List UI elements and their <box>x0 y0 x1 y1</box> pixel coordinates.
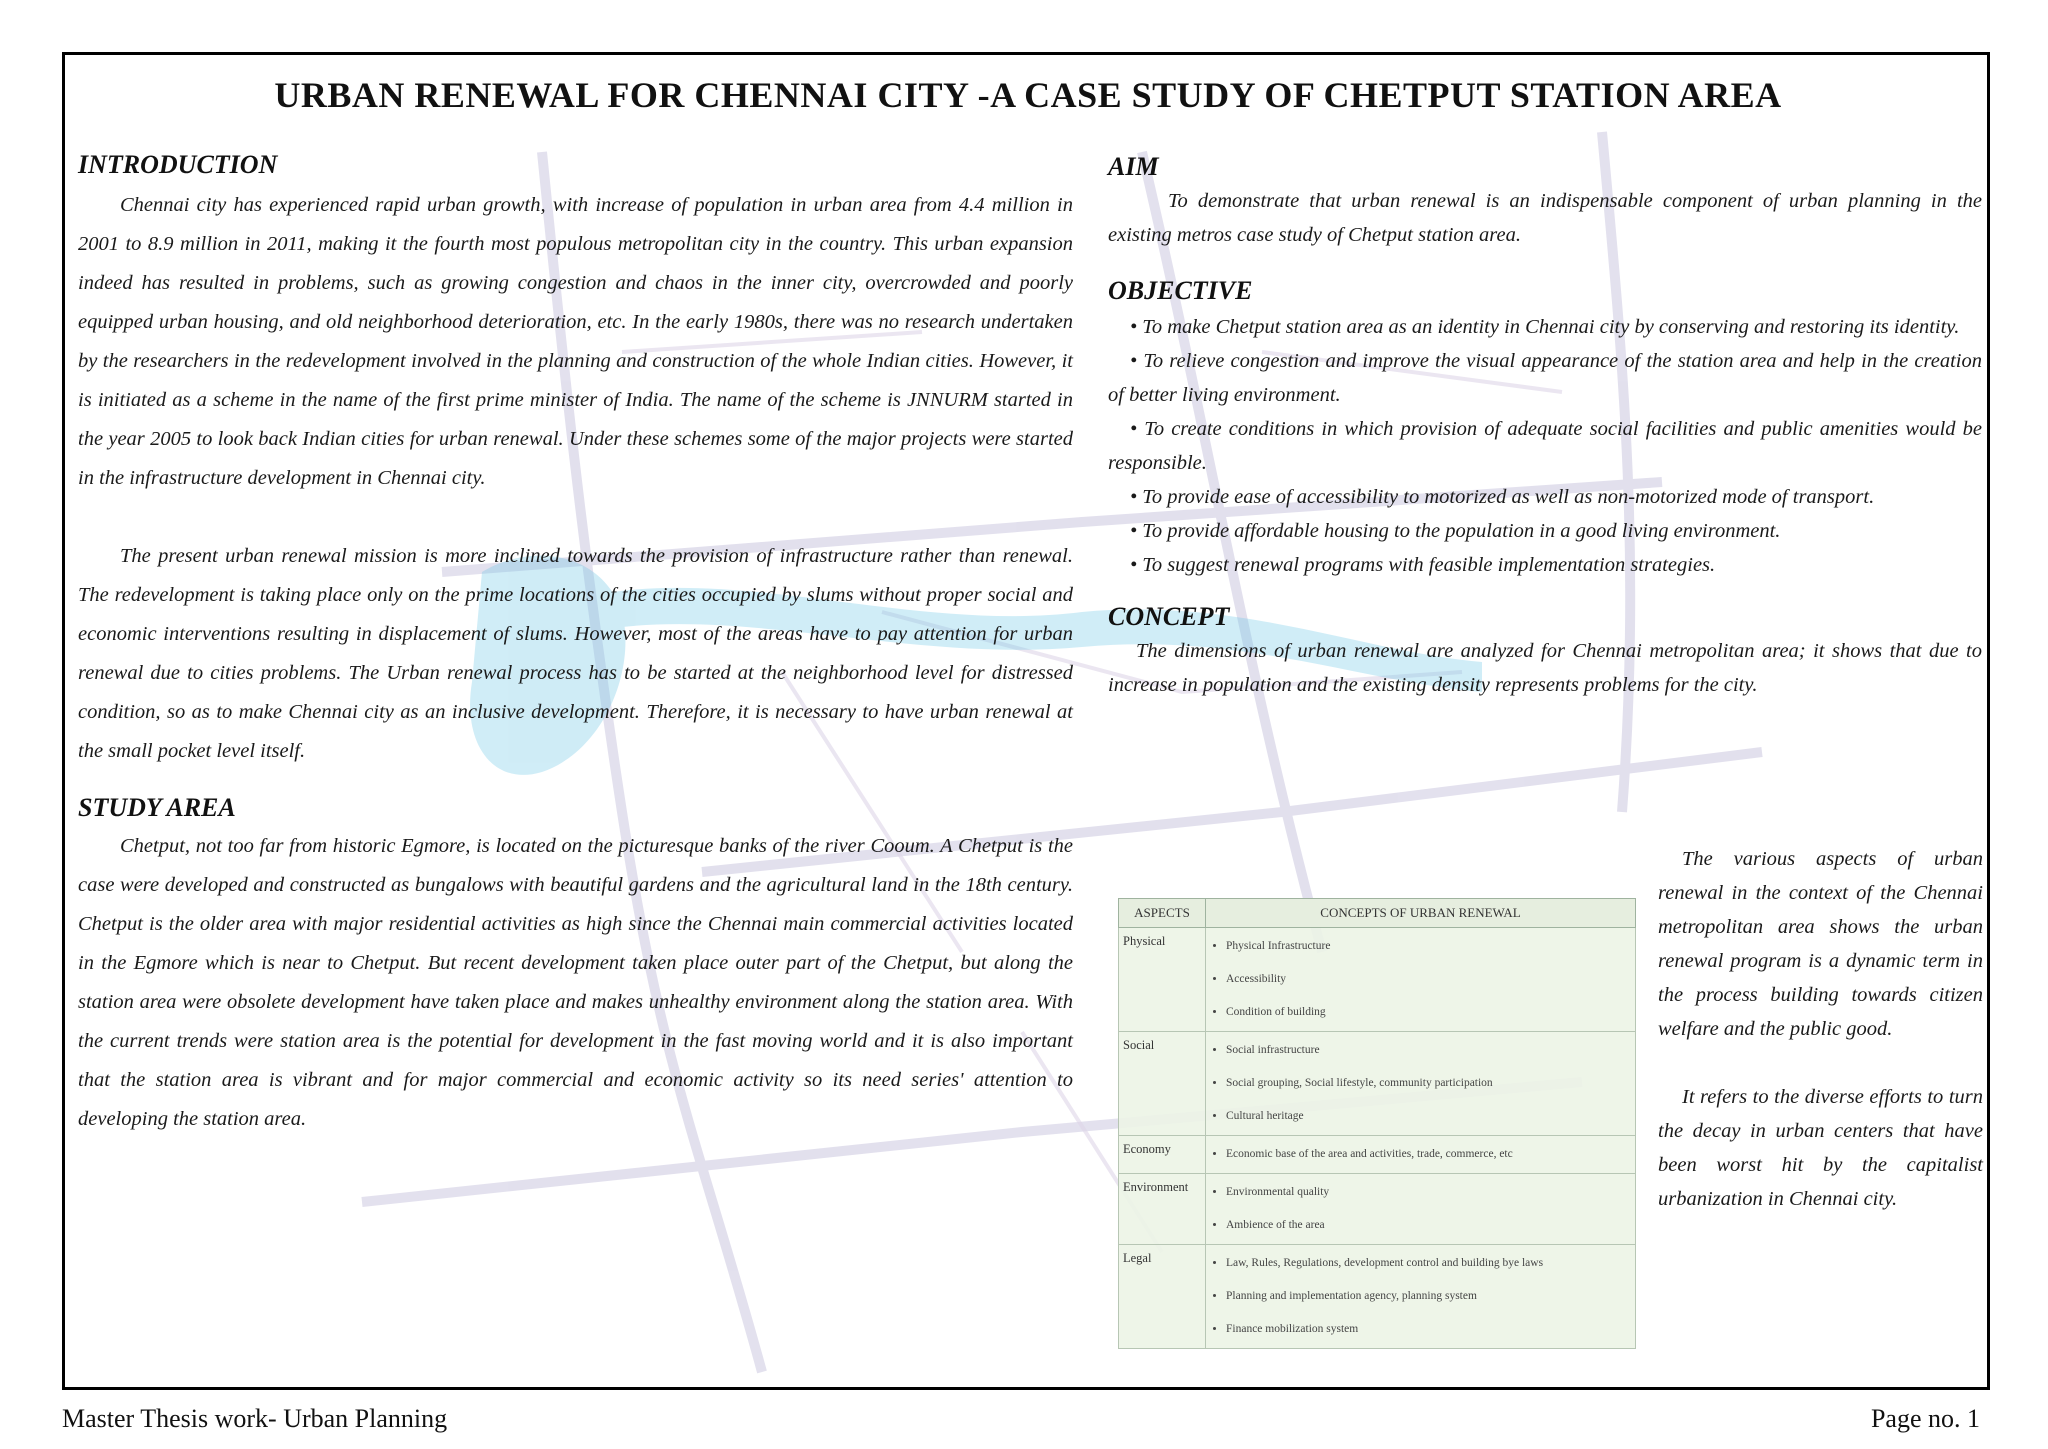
objective-item: • To relieve congestion and improve the visual appearance of the station area and help in the creation of better living environment. <box>1108 350 1982 406</box>
concepts-cell <box>1206 1245 1636 1349</box>
introduction-heading: INTRODUCTION <box>78 150 278 179</box>
page-title: URBAN RENEWAL FOR CHENNAI CITY -A CASE STUDY OF CHETPUT STATION AREA <box>274 75 1782 115</box>
concepts-cell <box>1206 928 1636 1032</box>
aspect-cell: Social <box>1119 1032 1206 1136</box>
objective-item: • To suggest renewal programs with feasible implementation strategies. <box>1130 554 1716 576</box>
concept-item: • Physical Infrastructure <box>1226 930 1631 963</box>
aspect-cell: Legal <box>1119 1245 1206 1349</box>
concept-item: • Condition of building <box>1226 996 1631 1029</box>
study-area-paragraph: Chetput, not too far from historic Egmore, is located on the picturesque banks of the river Cooum. A Chetput is the case were developed and constructed as bungalows with beautiful gardens and the agricultural land in the 18th century. Chetput is the older area with major residential activities as high since the Chennai main commercial activities located in the Egmore which is near to Chetput. But recent development taken place outer part of the Chetput, but along the station area were obsolete development have taken place and makes unhealthy environment along the station area. With the current trends were station area is the potential for development in the fast moving world and it is also important that the station area is vibrant and for major commercial and economic activity so its need series' attention to developing the station area. <box>78 835 1073 1130</box>
objective-list <box>1108 310 1982 582</box>
concept-item: • Environmental quality <box>1226 1176 1631 1209</box>
concepts-table <box>1118 898 1636 1349</box>
table-row <box>1119 1136 1636 1174</box>
left-column <box>78 150 1073 1139</box>
objective-heading: OBJECTIVE <box>1108 276 1253 305</box>
footer-left: Master Thesis work- Urban Planning <box>62 1404 448 1433</box>
concept-paragraph: The dimensions of urban renewal are analyzed for Chennai metropolitan area; it shows that due to increase in population and the existing density represents problems for the city. <box>1108 640 1982 696</box>
concept-item: • Planning and implementation agency, planning system <box>1226 1280 1631 1313</box>
right-column <box>1108 152 1982 702</box>
objective-item: • To provide ease of accessibility to motorized as well as non-motorized mode of transport. <box>1130 486 1875 508</box>
introduction-paragraph-2: The present urban renewal mission is more inclined towards the provision of infrastructure rather than renewal. The redevelopment is taking place only on the prime locations of the cities occupied by slums without proper social and economic interventions resulting in displacement of slums. However, most of the areas have to pay attention for urban renewal due to cities problems. The Urban renewal process has to be started at the neighborhood level for distressed condition, so as to make Chennai city as an inclusive development. Therefore, it is necessary to have urban renewal at the small pocket level itself. <box>78 545 1073 762</box>
concept-item: • Ambience of the area <box>1226 1209 1631 1242</box>
study-area-heading: STUDY AREA <box>78 793 236 822</box>
table-header-aspects: ASPECTS <box>1119 899 1206 928</box>
objective-item: • To create conditions in which provision of adequate social facilities and public amenities would be responsible. <box>1108 418 1982 474</box>
concept-item: • Economic base of the area and activities, trade, commerce, etc <box>1226 1138 1631 1171</box>
aspect-cell: Physical <box>1119 928 1206 1032</box>
concept-item: • Cultural heritage <box>1226 1100 1631 1133</box>
objective-item: • To make Chetput station area as an identity in Chennai city by conserving and restoring its identity. <box>1130 316 1960 338</box>
table-row <box>1119 1245 1636 1349</box>
table-header-concepts: CONCEPTS OF URBAN RENEWAL <box>1206 899 1636 928</box>
aim-heading: AIM <box>1108 152 1159 181</box>
concepts-cell <box>1206 1174 1636 1245</box>
concept-heading: CONCEPT <box>1108 602 1230 631</box>
concept-item: • Social grouping, Social lifestyle, community participation <box>1226 1067 1631 1100</box>
aspect-cell: Environment <box>1119 1174 1206 1245</box>
table-header-row <box>1119 899 1636 928</box>
table-row <box>1119 1174 1636 1245</box>
concepts-cell <box>1206 1136 1636 1174</box>
concept-side-paragraph-1: The various aspects of urban renewal in the context of the Chennai metropolitan area shows the urban renewal program is a dynamic term in the process building towards citizen welfare and the public good. <box>1658 848 1983 1040</box>
introduction-paragraph-1: Chennai city has experienced rapid urban growth, with increase of population in urban area from 4.4 million in 2001 to 8.9 million in 2011, making it the fourth most populous metropolitan city in the country. This urban expansion indeed has resulted in problems, such as growing congestion and chaos in the inner city, overcrowded and poorly equipped urban housing, and old neighborhood deterioration, etc. In the early 1980s, there was no research undertaken by the researchers in the redevelopment involved in the planning and construction of the whole Indian cities. However, it is initiated as a scheme in the name of the first prime minister of India. The name of the scheme is JNNURM started in the year 2005 to look back Indian cities for urban renewal. Under these schemes some of the major projects were started in the infrastructure development in Chennai city. <box>78 194 1073 489</box>
aim-paragraph: To demonstrate that urban renewal is an indispensable component of urban planning in the existing metros case study of Chetput station area. <box>1108 190 1982 246</box>
concept-item: • Law, Rules, Regulations, development control and building bye laws <box>1226 1247 1631 1280</box>
table-row <box>1119 1032 1636 1136</box>
aspect-cell: Economy <box>1119 1136 1206 1174</box>
objective-item: • To provide affordable housing to the population in a good living environment. <box>1130 520 1781 542</box>
concepts-cell <box>1206 1032 1636 1136</box>
table-row <box>1119 928 1636 1032</box>
concept-side-paragraph-2: It refers to the diverse efforts to turn the decay in urban centers that have been worst hit by the capitalist urbanization in Chennai city. <box>1658 1086 1983 1210</box>
footer-page-number: Page no. 1 <box>1870 1404 1980 1433</box>
concept-item: • Finance mobilization system <box>1226 1313 1631 1346</box>
concept-side-text <box>1658 842 1983 1216</box>
concept-item: • Social infrastructure <box>1226 1034 1631 1067</box>
concept-item: • Accessibility <box>1226 963 1631 996</box>
